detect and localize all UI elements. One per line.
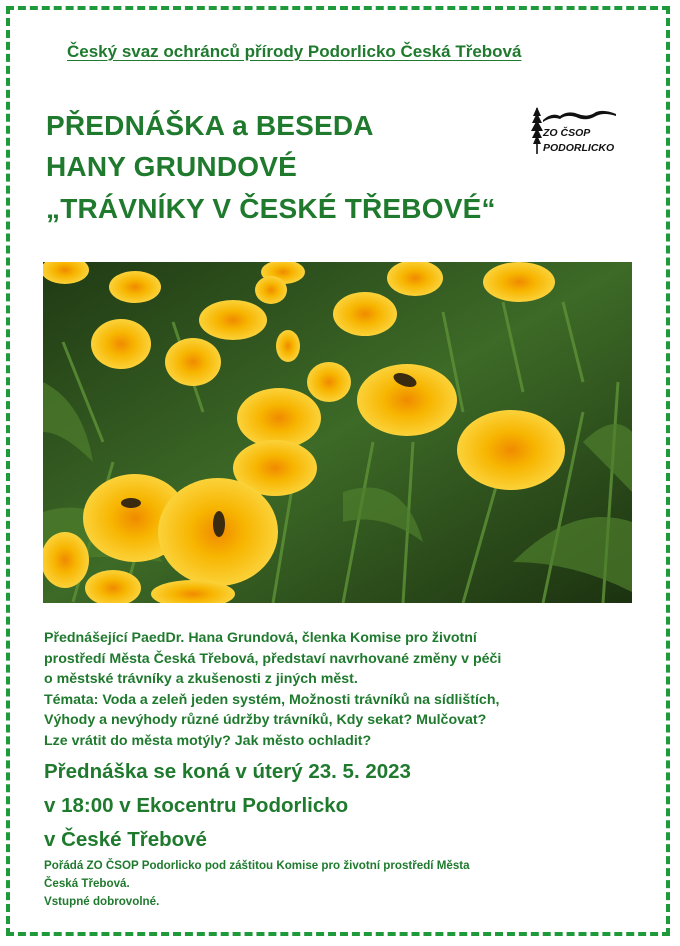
footer-notes (44, 857, 644, 911)
event-location: v České Třebové (44, 828, 207, 851)
event-time-venue: v 18:00 v Ekocentru Podorlicko (44, 794, 349, 817)
description-line: prostředí Města Česká Třebová, představí navrhované změny v péči (44, 650, 502, 667)
description-line: Výhody a nevýhody různé údržby trávníků, Kdy sekat? Mulčovat? (44, 712, 487, 728)
description-line: Přednášející PaedDr. Hana Grundová, členka Komise pro životní (44, 630, 477, 646)
title-line-1: PŘEDNÁŠKA a BESEDA (46, 110, 374, 141)
admission-note: Vstupné dobrovolné. (44, 895, 160, 908)
logo-text-line-1: ZO ČSOP (543, 127, 591, 139)
organizer-line-continued: Česká Třebová. (44, 877, 130, 890)
description-line: o městské trávníky a zkušenosti z jiných měst. (44, 671, 358, 687)
dandelion-meadow-photo (43, 262, 632, 603)
description-line: Lze vrátit do města motýly? Jak město ochladit? (44, 732, 372, 749)
logo-text-line-2: PODORLICKO (543, 142, 615, 154)
zo-csop-logo (530, 104, 622, 164)
organization-header: Český svaz ochránců přírody Podorlicko Česká Třebová (67, 42, 522, 61)
event-date: Přednáška se koná v úterý 23. 5. 2023 (44, 760, 411, 783)
title-line-3: „TRÁVNÍKY V ČESKÉ TŘEBOVÉ“ (46, 193, 496, 224)
description-line: Témata: Voda a zeleň jeden systém, Možnosti trávníků na sídlištích, (44, 691, 500, 708)
description-paragraph (44, 628, 644, 751)
organizer-line: Pořádá ZO ČSOP Podorlicko pod záštitou Komise pro životní prostředí Města (44, 859, 470, 872)
title-line-2: HANY GRUNDOVÉ (46, 151, 298, 182)
